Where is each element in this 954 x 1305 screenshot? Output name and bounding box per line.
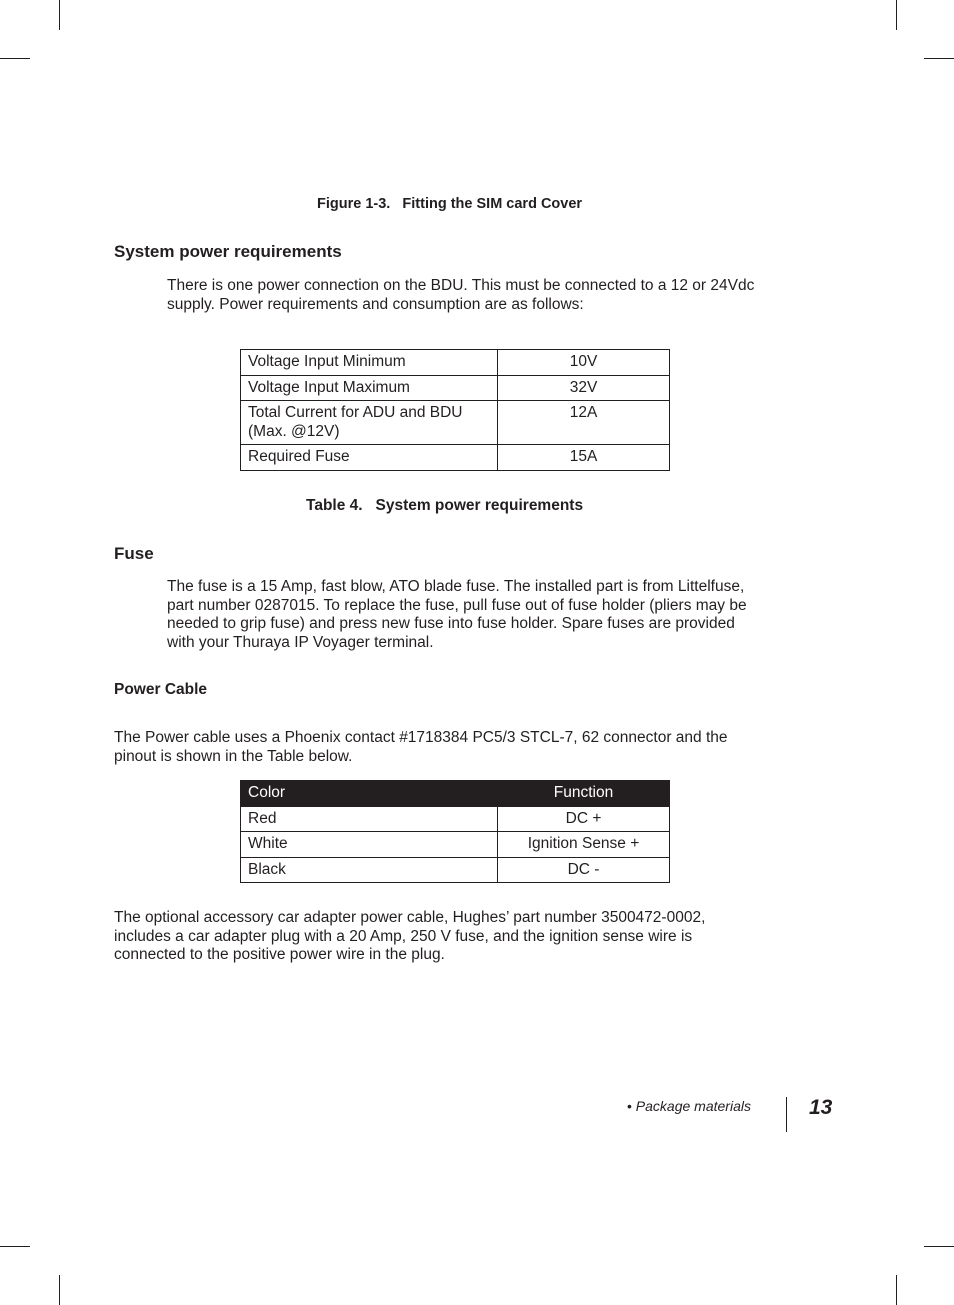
paragraph-line: There is one power connection on the BDU. This must be connected to a 12 or 24Vdc	[167, 277, 755, 294]
page-number: 13	[809, 1096, 833, 1119]
footer-divider	[786, 1097, 787, 1132]
fuse-paragraph	[167, 578, 747, 652]
footer-section-text: Package materials	[635, 1098, 751, 1114]
table-cell-line: Total Current for ADU and BDU	[248, 404, 463, 421]
crop-mark	[896, 0, 897, 30]
section-heading-power: System power requirements	[114, 242, 342, 261]
paragraph-line: connected to the positive power wire in the plug.	[114, 946, 445, 963]
table-cell-color: Red	[241, 806, 498, 832]
table-row	[241, 375, 670, 401]
cable-paragraph	[114, 729, 728, 766]
table-cell-value: 12A	[498, 401, 670, 445]
adapter-paragraph	[114, 909, 705, 965]
crop-mark	[924, 58, 954, 59]
crop-mark	[896, 1275, 897, 1305]
table-row	[241, 445, 670, 471]
table-cell-label: Voltage Input Minimum	[241, 350, 498, 376]
paragraph-line: supply. Power requirements and consumption are as follows:	[167, 295, 584, 313]
table-cell-label: Voltage Input Maximum	[241, 375, 498, 401]
footer-section-label	[627, 1098, 751, 1114]
table-cell-function: Ignition Sense +	[498, 832, 670, 858]
table-row	[241, 832, 670, 858]
section-heading-fuse: Fuse	[114, 544, 154, 563]
column-header-color: Color	[241, 781, 498, 807]
paragraph-line: The optional accessory car adapter power cable, Hughes’ part number 3500472-0002,	[114, 909, 706, 926]
table-row	[241, 806, 670, 832]
table-cell-value: 10V	[498, 350, 670, 376]
table-cell-function: DC -	[498, 857, 670, 883]
crop-mark	[924, 1246, 954, 1247]
table-cell-label: Required Fuse	[241, 445, 498, 471]
crop-mark	[59, 1275, 60, 1305]
pinout-table	[240, 780, 670, 883]
table-row	[241, 401, 670, 445]
figure-caption: Figure 1-3. Fitting the SIM card Cover	[317, 196, 583, 212]
table-cell-line: (Max. @12V)	[248, 422, 340, 440]
crop-mark	[0, 1246, 30, 1247]
table-row	[241, 857, 670, 883]
paragraph-line: The fuse is a 15 Amp, fast blow, ATO blade fuse. The installed part is from Littelfuse,	[167, 578, 745, 595]
crop-mark	[59, 0, 60, 30]
paragraph-line: pinout is shown in the Table below.	[114, 747, 353, 765]
table-cell-value: 15A	[498, 445, 670, 471]
table-header-row	[241, 781, 670, 807]
column-header-function: Function	[498, 781, 670, 807]
paragraph-line: part number 0287015. To replace the fuse, pull fuse out of fuse holder (pliers may be	[167, 596, 747, 614]
table-cell-value: 32V	[498, 375, 670, 401]
table-caption: Table 4. System power requirements	[306, 497, 584, 514]
table-cell-color: Black	[241, 857, 498, 883]
power-paragraph	[167, 277, 754, 314]
section-heading-power-cable: Power Cable	[114, 681, 208, 698]
table-cell-function: DC +	[498, 806, 670, 832]
paragraph-line: with your Thuraya IP Voyager terminal.	[167, 633, 434, 651]
table-row	[241, 350, 670, 376]
table-cell-color: White	[241, 832, 498, 858]
paragraph-line: needed to grip fuse) and press new fuse into fuse holder. Spare fuses are provided	[167, 615, 735, 632]
paragraph-line: The Power cable uses a Phoenix contact #1718384 PC5/3 STCL-7, 62 connector and the	[114, 729, 728, 746]
crop-mark	[0, 58, 30, 59]
paragraph-line: includes a car adapter plug with a 20 Amp, 250 V fuse, and the ignition sense wire is	[114, 927, 693, 945]
table-cell-label	[241, 401, 498, 445]
bullet-icon: •	[627, 1098, 632, 1114]
power-requirements-table	[240, 349, 670, 471]
